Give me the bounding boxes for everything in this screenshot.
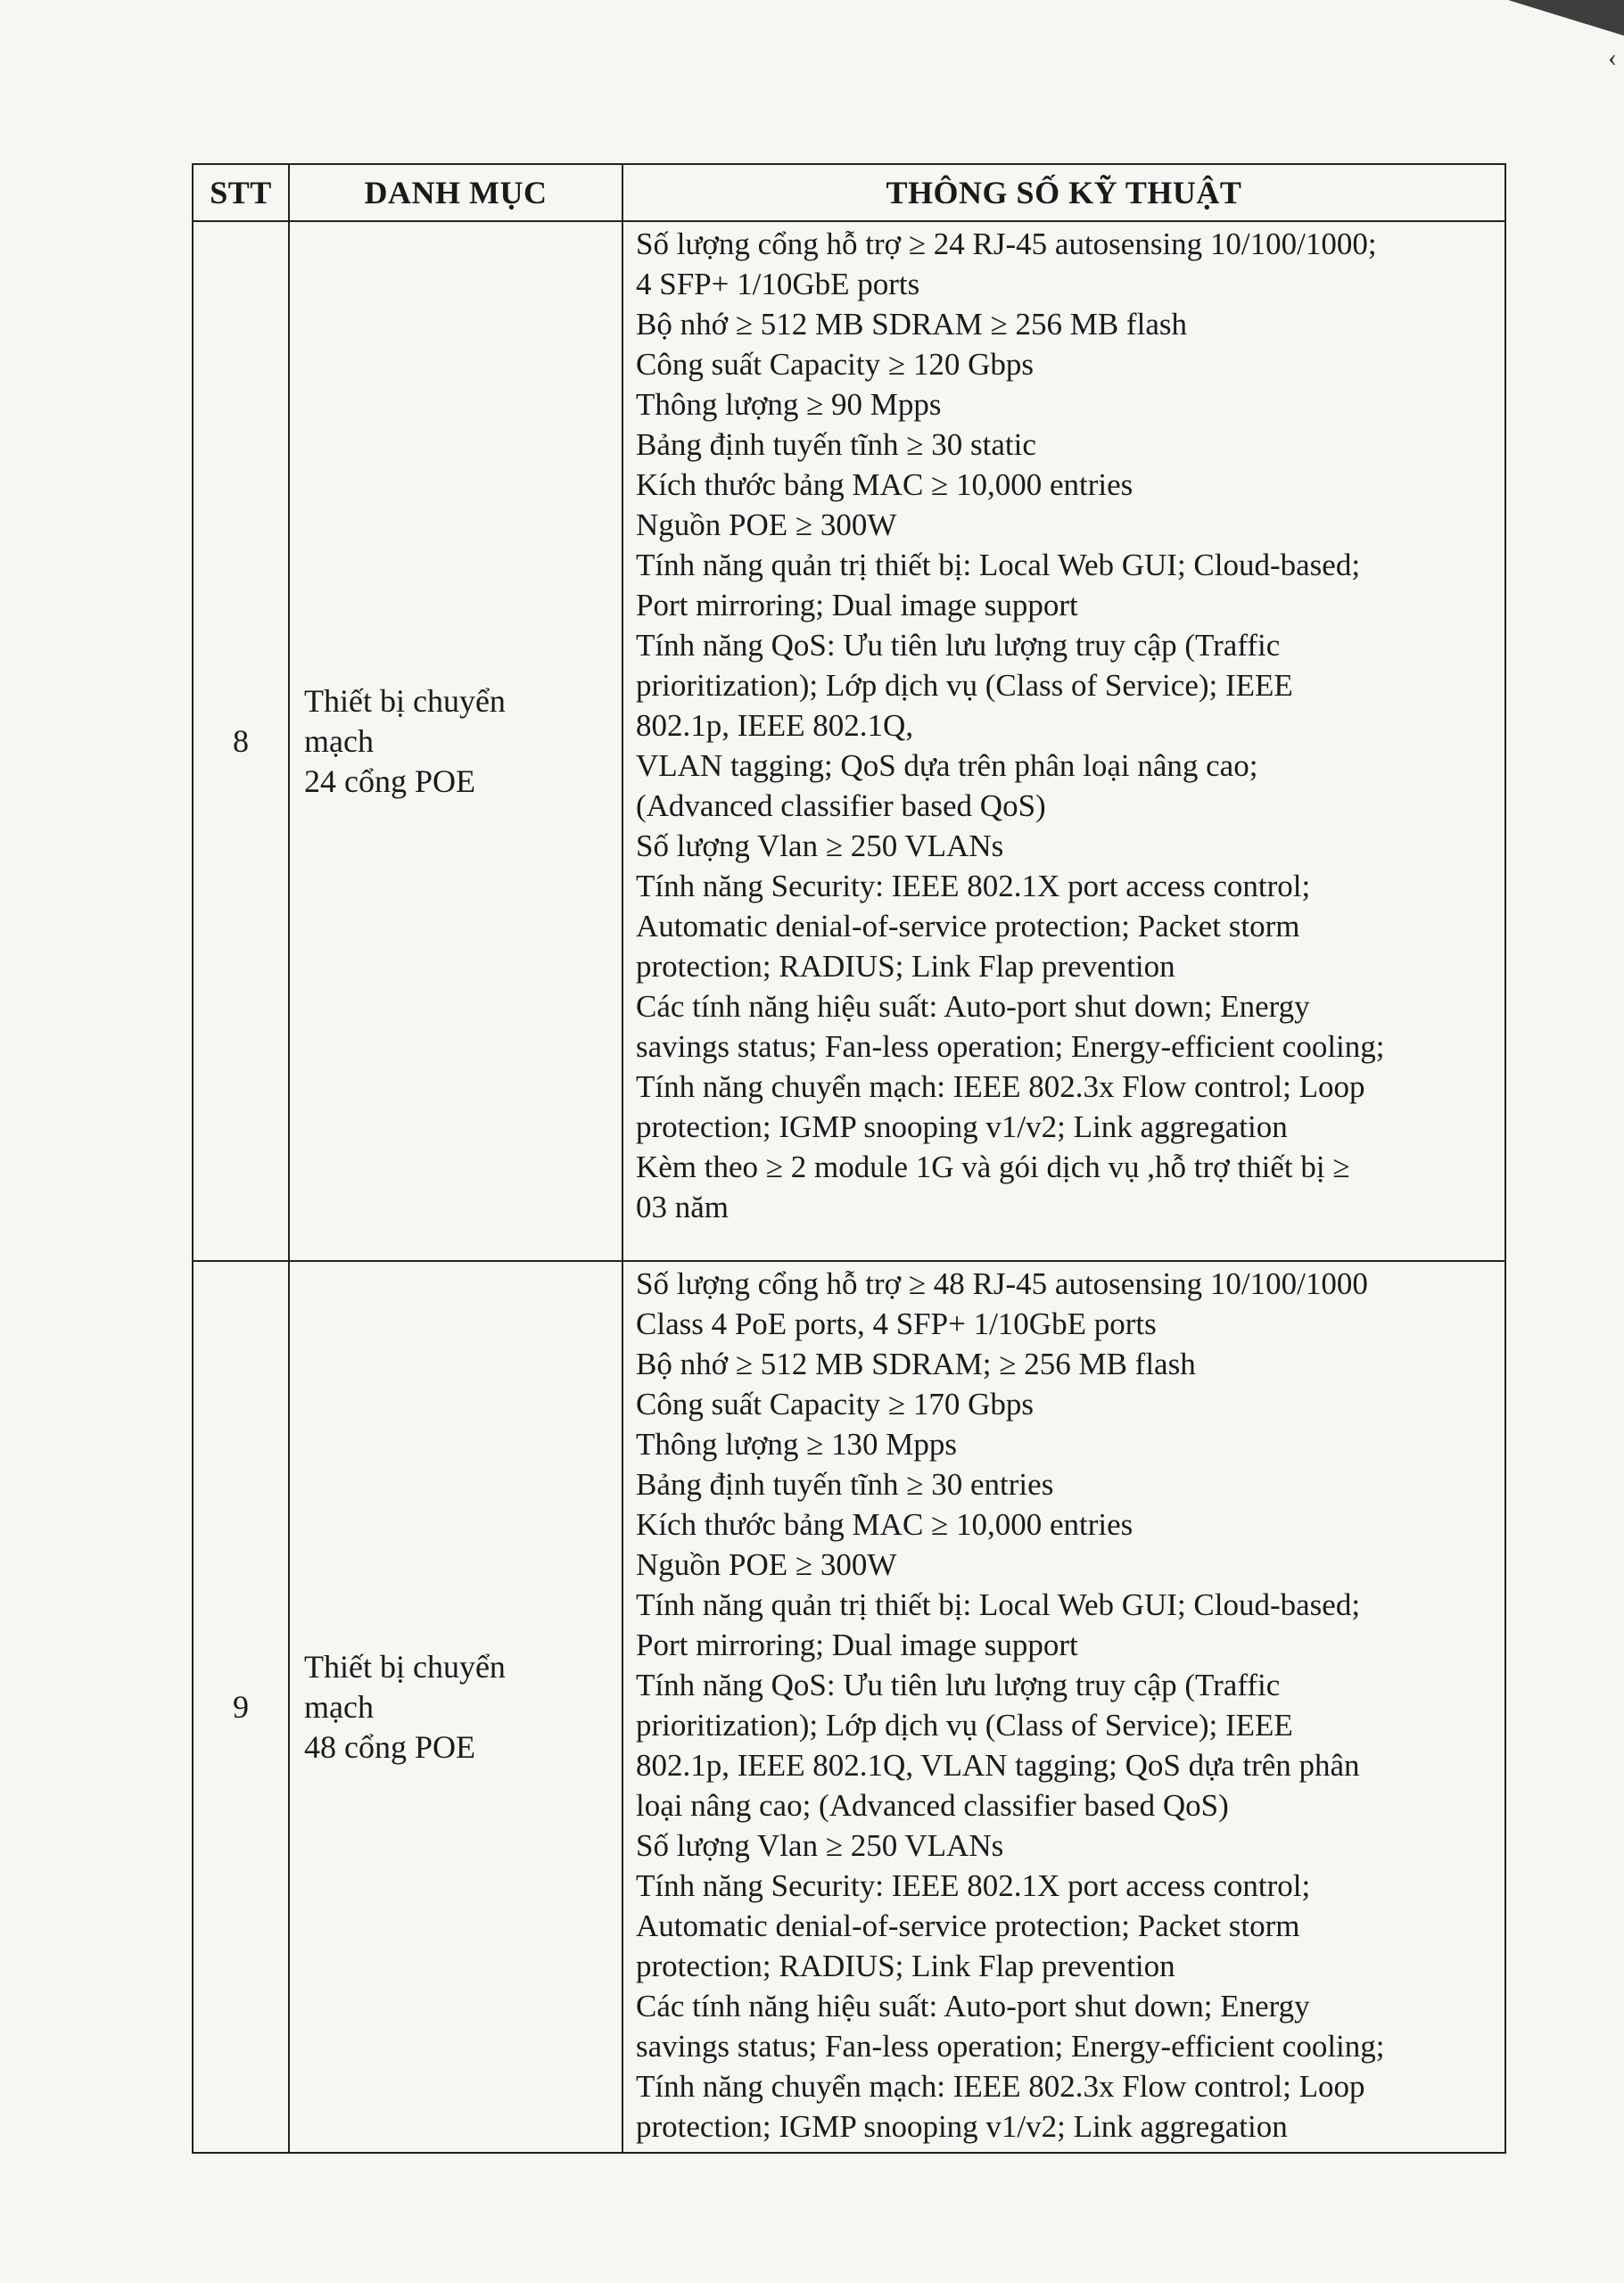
category-line: Thiết bị chuyển: [304, 682, 506, 719]
header-spec: THÔNG SỐ KỸ THUẬT: [622, 164, 1505, 221]
header-stt: STT: [193, 164, 289, 221]
spec-line: Nguồn POE ≥ 300W: [636, 1547, 897, 1582]
spec-line: prioritization); Lớp dịch vụ (Class of Service); IEEE: [636, 668, 1293, 703]
spec-line: Bảng định tuyến tĩnh ≥ 30 entries: [636, 1467, 1054, 1502]
category-line: 48 cổng POE: [304, 1728, 475, 1765]
spec-line: Tính năng Security: IEEE 802.1X port access control;: [636, 1868, 1311, 1903]
spec-line: 4 SFP+ 1/10GbE ports: [636, 267, 920, 301]
spec-line: Bộ nhớ ≥ 512 MB SDRAM; ≥ 256 MB flash: [636, 1347, 1196, 1381]
spec-line: Bảng định tuyến tĩnh ≥ 30 static: [636, 427, 1036, 462]
category-line: Thiết bị chuyển: [304, 1648, 506, 1685]
spec-table: [192, 163, 1506, 2154]
spec-line: Tính năng quản trị thiết bị: Local Web GUI; Cloud-based;: [636, 1587, 1361, 1622]
spec-line: Các tính năng hiệu suất: Auto-port shut down; Energy: [636, 989, 1310, 1024]
spec-line: Kích thước bảng MAC ≥ 10,000 entries: [636, 1507, 1134, 1542]
spec-line: Tính năng quản trị thiết bị: Local Web GUI; Cloud-based;: [636, 548, 1361, 582]
spec-line: Port mirroring; Dual image support: [636, 588, 1078, 622]
spec-line: protection; RADIUS; Link Flap prevention: [636, 1949, 1175, 1983]
spec-line: 03 năm: [636, 1190, 730, 1224]
table-body: [193, 221, 1505, 2153]
spec-line: Số lượng cổng hỗ trợ ≥ 24 RJ-45 autosensing 10/100/1000;: [636, 227, 1377, 261]
spec-line: Số lượng Vlan ≥ 250 VLANs: [636, 828, 1004, 863]
row-stt: 9: [193, 1261, 289, 2153]
page-corner-shadow: [1508, 0, 1624, 36]
table-header-row: [193, 164, 1505, 221]
table-row: [193, 221, 1505, 1261]
spec-line: Tính năng QoS: Ưu tiên lưu lượng truy cập (Traffic: [636, 1668, 1281, 1702]
row-spec: [622, 1261, 1505, 2153]
spec-line: (Advanced classifier based QoS): [636, 788, 1046, 823]
corner-mark: ‹: [1608, 43, 1617, 72]
spec-line: Tính năng chuyển mạch: IEEE 802.3x Flow control; Loop: [636, 1069, 1365, 1104]
header-category: DANH MỤC: [289, 164, 622, 221]
spec-line: protection; IGMP snooping v1/v2; Link aggregation: [636, 1109, 1288, 1144]
spec-line: Automatic denial-of-service protection; Packet storm: [636, 909, 1300, 944]
spec-line: savings status; Fan-less operation; Energy-efficient cooling;: [636, 2029, 1385, 2064]
spec-line: Bộ nhớ ≥ 512 MB SDRAM ≥ 256 MB flash: [636, 307, 1187, 342]
spec-line: Công suất Capacity ≥ 170 Gbps: [636, 1387, 1034, 1422]
category-line: mạch: [304, 722, 374, 759]
spec-line: Nguồn POE ≥ 300W: [636, 507, 897, 542]
spec-line: protection; IGMP snooping v1/v2; Link aggregation: [636, 2109, 1288, 2144]
spec-line: Số lượng Vlan ≥ 250 VLANs: [636, 1828, 1004, 1863]
table-row: [193, 1261, 1505, 2153]
spec-line: Thông lượng ≥ 130 Mpps: [636, 1427, 958, 1462]
spec-line: Tính năng QoS: Ưu tiên lưu lượng truy cập (Traffic: [636, 628, 1281, 663]
spec-line: Kích thước bảng MAC ≥ 10,000 entries: [636, 467, 1134, 502]
spec-line: Class 4 PoE ports, 4 SFP+ 1/10GbE ports: [636, 1306, 1157, 1341]
spec-line: Tính năng chuyển mạch: IEEE 802.3x Flow control; Loop: [636, 2069, 1365, 2104]
spec-line: 802.1p, IEEE 802.1Q,: [636, 708, 914, 743]
spec-line: Các tính năng hiệu suất: Auto-port shut down; Energy: [636, 1989, 1310, 2023]
row-category: [289, 1261, 622, 2153]
category-line: mạch: [304, 1688, 374, 1725]
spec-line: protection; RADIUS; Link Flap prevention: [636, 949, 1175, 984]
spec-line: Tính năng Security: IEEE 802.1X port access control;: [636, 869, 1311, 903]
spec-line: Port mirroring; Dual image support: [636, 1628, 1078, 1662]
row-stt: 8: [193, 221, 289, 1261]
row-category: [289, 221, 622, 1261]
spec-line: Số lượng cổng hỗ trợ ≥ 48 RJ-45 autosensing 10/100/1000: [636, 1266, 1368, 1301]
spec-line: Kèm theo ≥ 2 module 1G và gói dịch vụ ,hỗ trợ thiết bị ≥: [636, 1150, 1350, 1184]
spec-line: savings status; Fan-less operation; Energy-efficient cooling;: [636, 1029, 1385, 1064]
spec-line: VLAN tagging; QoS dựa trên phân loại nâng cao;: [636, 748, 1258, 783]
row-spec: [622, 221, 1505, 1261]
spec-line: loại nâng cao; (Advanced classifier based QoS): [636, 1788, 1229, 1823]
category-line: 24 cổng POE: [304, 762, 475, 799]
spec-line: Automatic denial-of-service protection; Packet storm: [636, 1908, 1300, 1943]
spec-line: 802.1p, IEEE 802.1Q, VLAN tagging; QoS dựa trên phân: [636, 1748, 1360, 1783]
spec-line: Công suất Capacity ≥ 120 Gbps: [636, 347, 1034, 382]
spec-line: Thông lượng ≥ 90 Mpps: [636, 387, 942, 422]
spec-line: prioritization); Lớp dịch vụ (Class of Service); IEEE: [636, 1708, 1293, 1743]
